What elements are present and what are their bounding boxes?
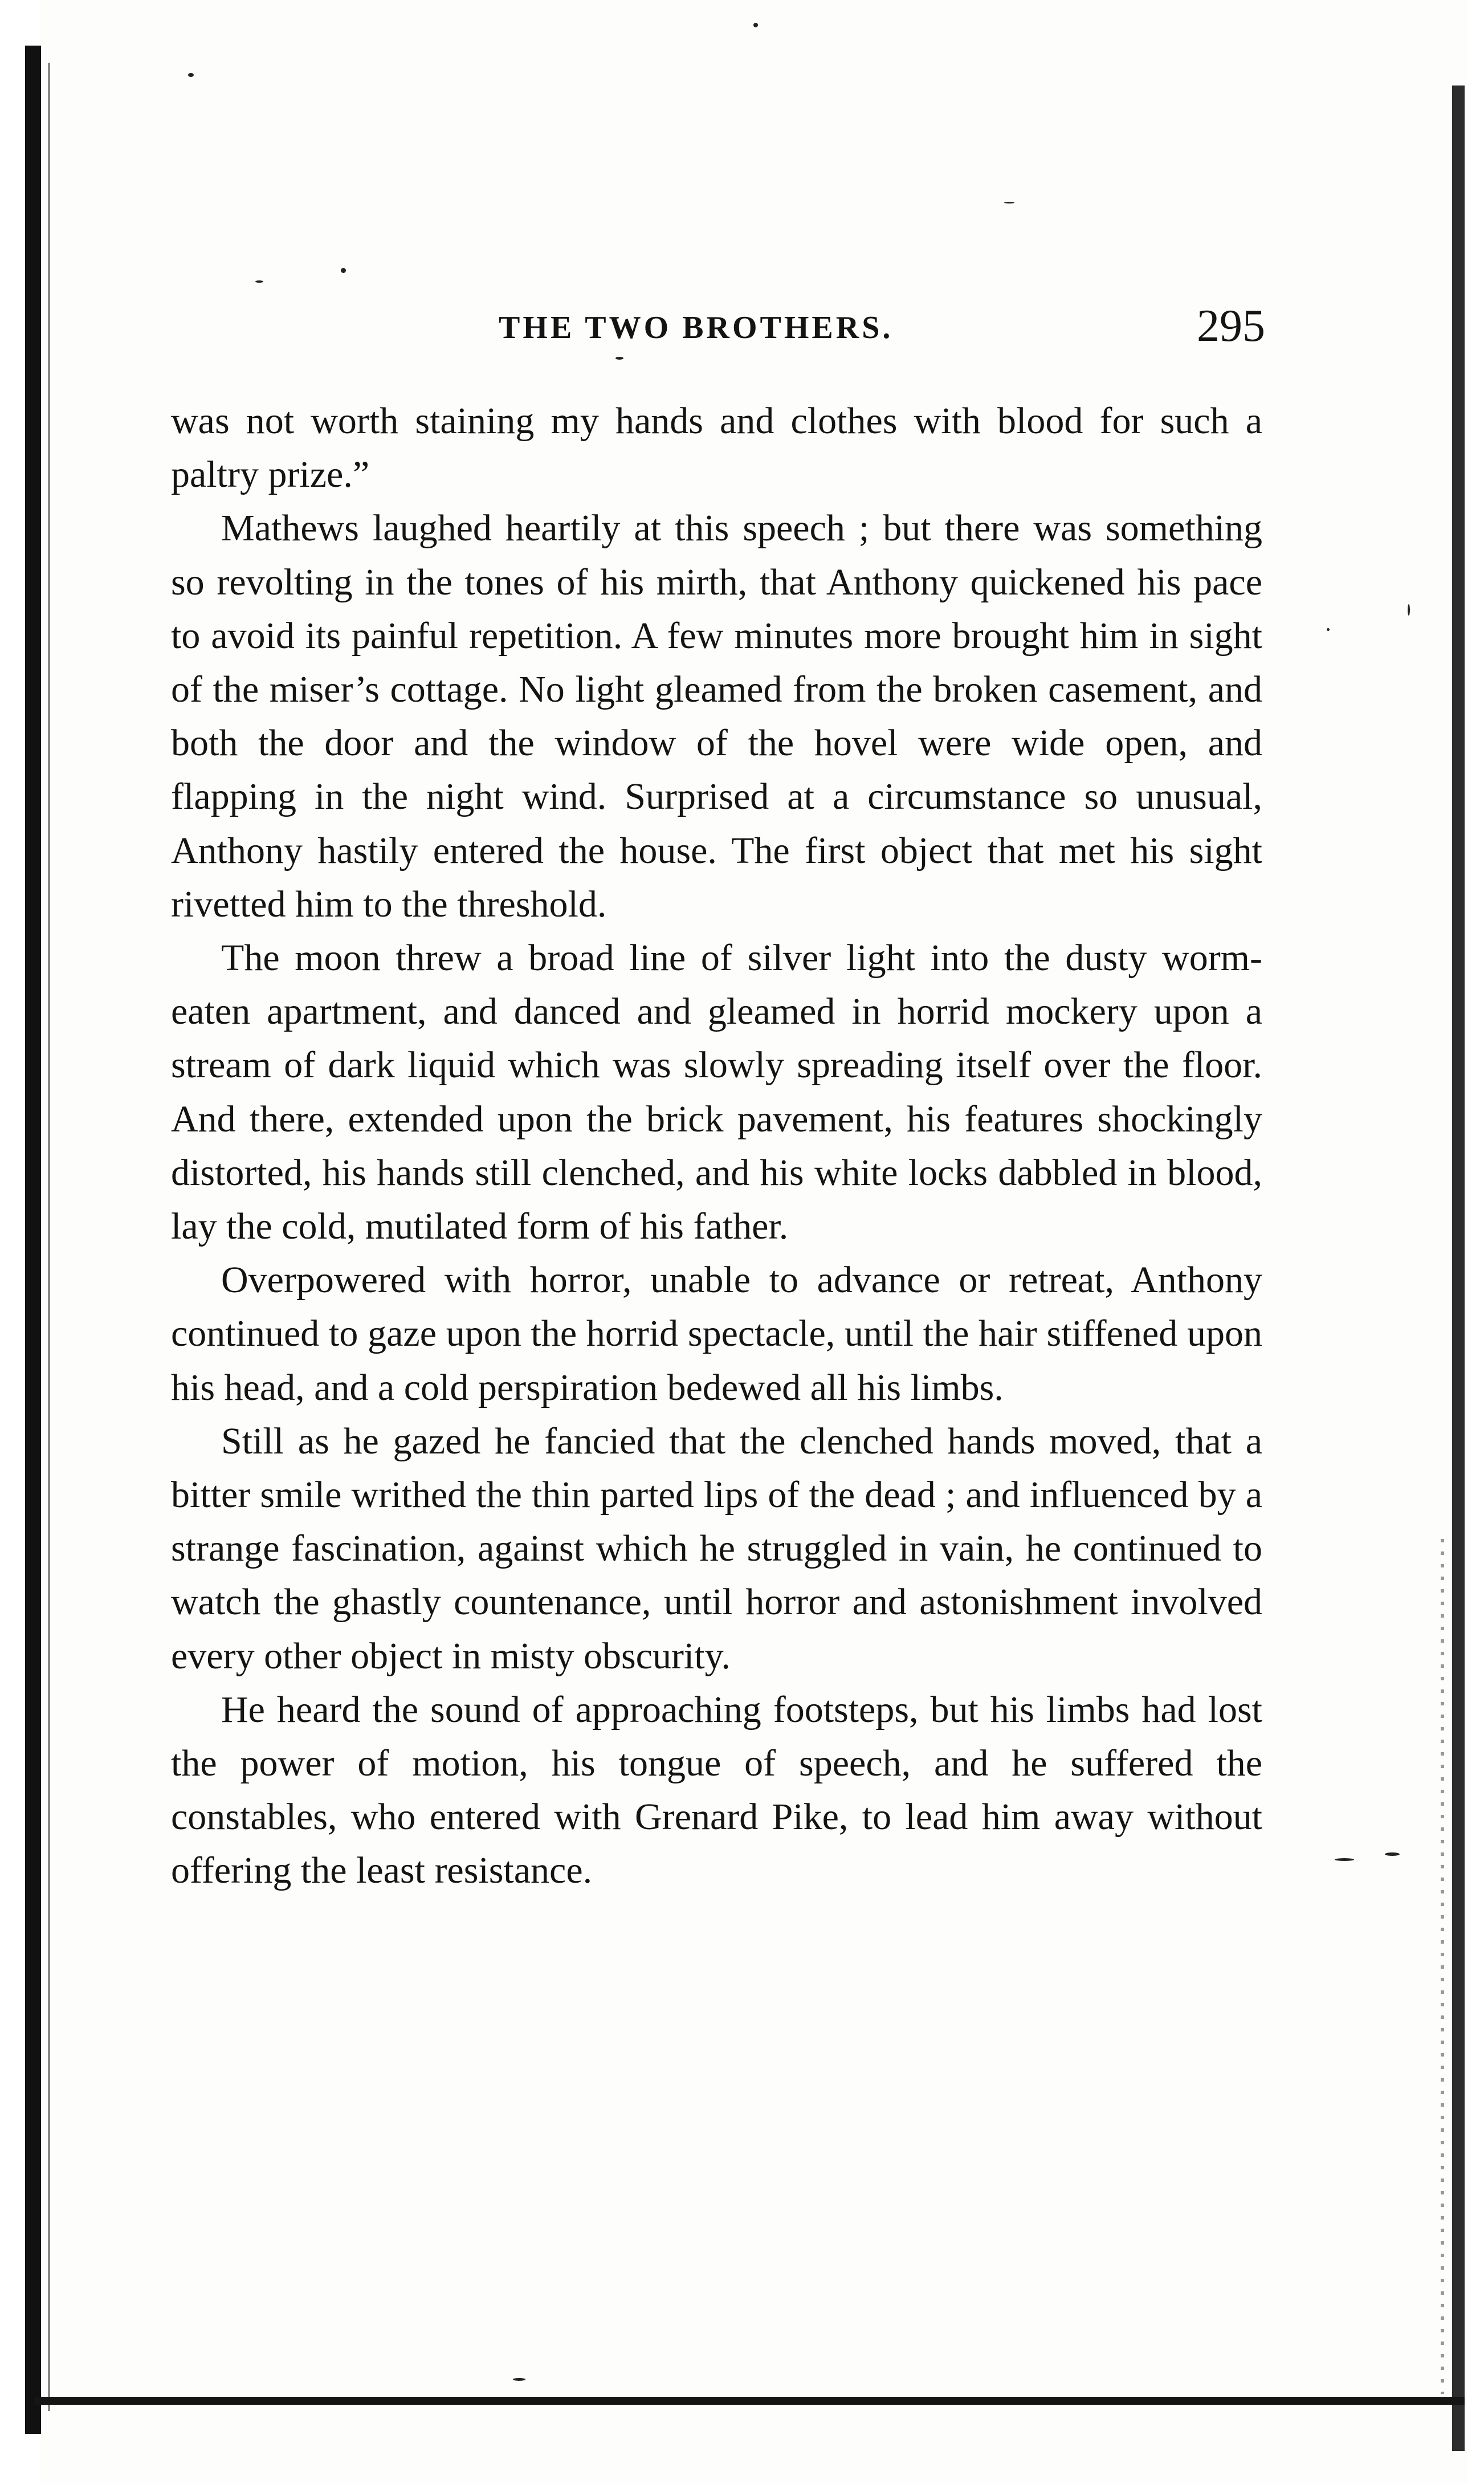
page-number: 295 <box>1197 301 1265 351</box>
paragraph: He heard the sound of approaching footsteps, but his limbs had lost the power of motion, his tongue of speech, and he suffered the constables, who entered with Grenard Pike, to lead him away without offering the least resistance. <box>171 1688 1262 1892</box>
paragraph: Overpowered with horror, unable to advance or retreat, Anthony continued to gaze upon the horrid spectacle, until the hair stiffened upon his head, and a cold perspiration bedewed all his limbs. <box>171 1259 1262 1408</box>
page-edge-shadow-bottom <box>34 2397 1465 2405</box>
body-text <box>171 394 1262 1898</box>
paragraph: Mathews laughed heartily at this speech ; but there was something so revolting in the tones of his mirth, that Anthony quickened his pace to avoid its painful repetition. A few minutes more brought him in sight of the miser’s cottage. No light gleamed from the broken casement, and both the door and the window of the hovel were wide open, and flapping in the night wind. Surprised at a circumstance so unusual, Anthony hastily entered the house. The first object that met his sight rivetted him to the threshold. <box>171 507 1262 925</box>
scan-speck <box>753 23 758 27</box>
scan-speck <box>1385 1852 1400 1856</box>
scan-right-margin <box>1467 0 1484 2484</box>
page-edge-speckle <box>1441 1539 1444 2394</box>
scan-speck <box>1335 1858 1354 1861</box>
scan-speck <box>513 2378 525 2381</box>
paragraph: was not worth staining my hands and clothes with blood for such a paltry prize.” <box>171 400 1262 496</box>
scan-speck <box>1004 202 1014 203</box>
binding-shadow-left-thin <box>48 63 50 2411</box>
scan-speck <box>341 268 346 273</box>
scan-speck <box>188 73 194 77</box>
binding-shadow-left <box>25 46 41 2434</box>
scan-speck <box>1408 604 1410 616</box>
scan-speck <box>255 280 263 283</box>
scan-speck <box>615 357 623 360</box>
running-head <box>171 301 1265 356</box>
paragraph: Still as he gazed he fancied that the clenched hands moved, that a bitter smile writhed the thin parted lips of the dead ; and influenced by a strange fascination, against which he struggled in vain, he continued to watch the ghastly countenance, until horror and astonishment involved every other object in misty obscurity. <box>171 1420 1262 1677</box>
scan-speck <box>1327 628 1330 631</box>
page-edge-shadow-right <box>1452 85 1465 2451</box>
running-title: THE TWO BROTHERS. <box>499 310 894 345</box>
paragraph: The moon threw a broad line of silver light into the dusty worm-eaten apartment, and danced and gleamed in horrid mockery upon a stream of dark liquid which was slowly spreading itself over the floor. And there, extended upon the brick pavement, his features shockingly distorted, his hands still clenched, and his white locks dabbled in blood, lay the cold, mutilated form of his father. <box>171 937 1262 1248</box>
